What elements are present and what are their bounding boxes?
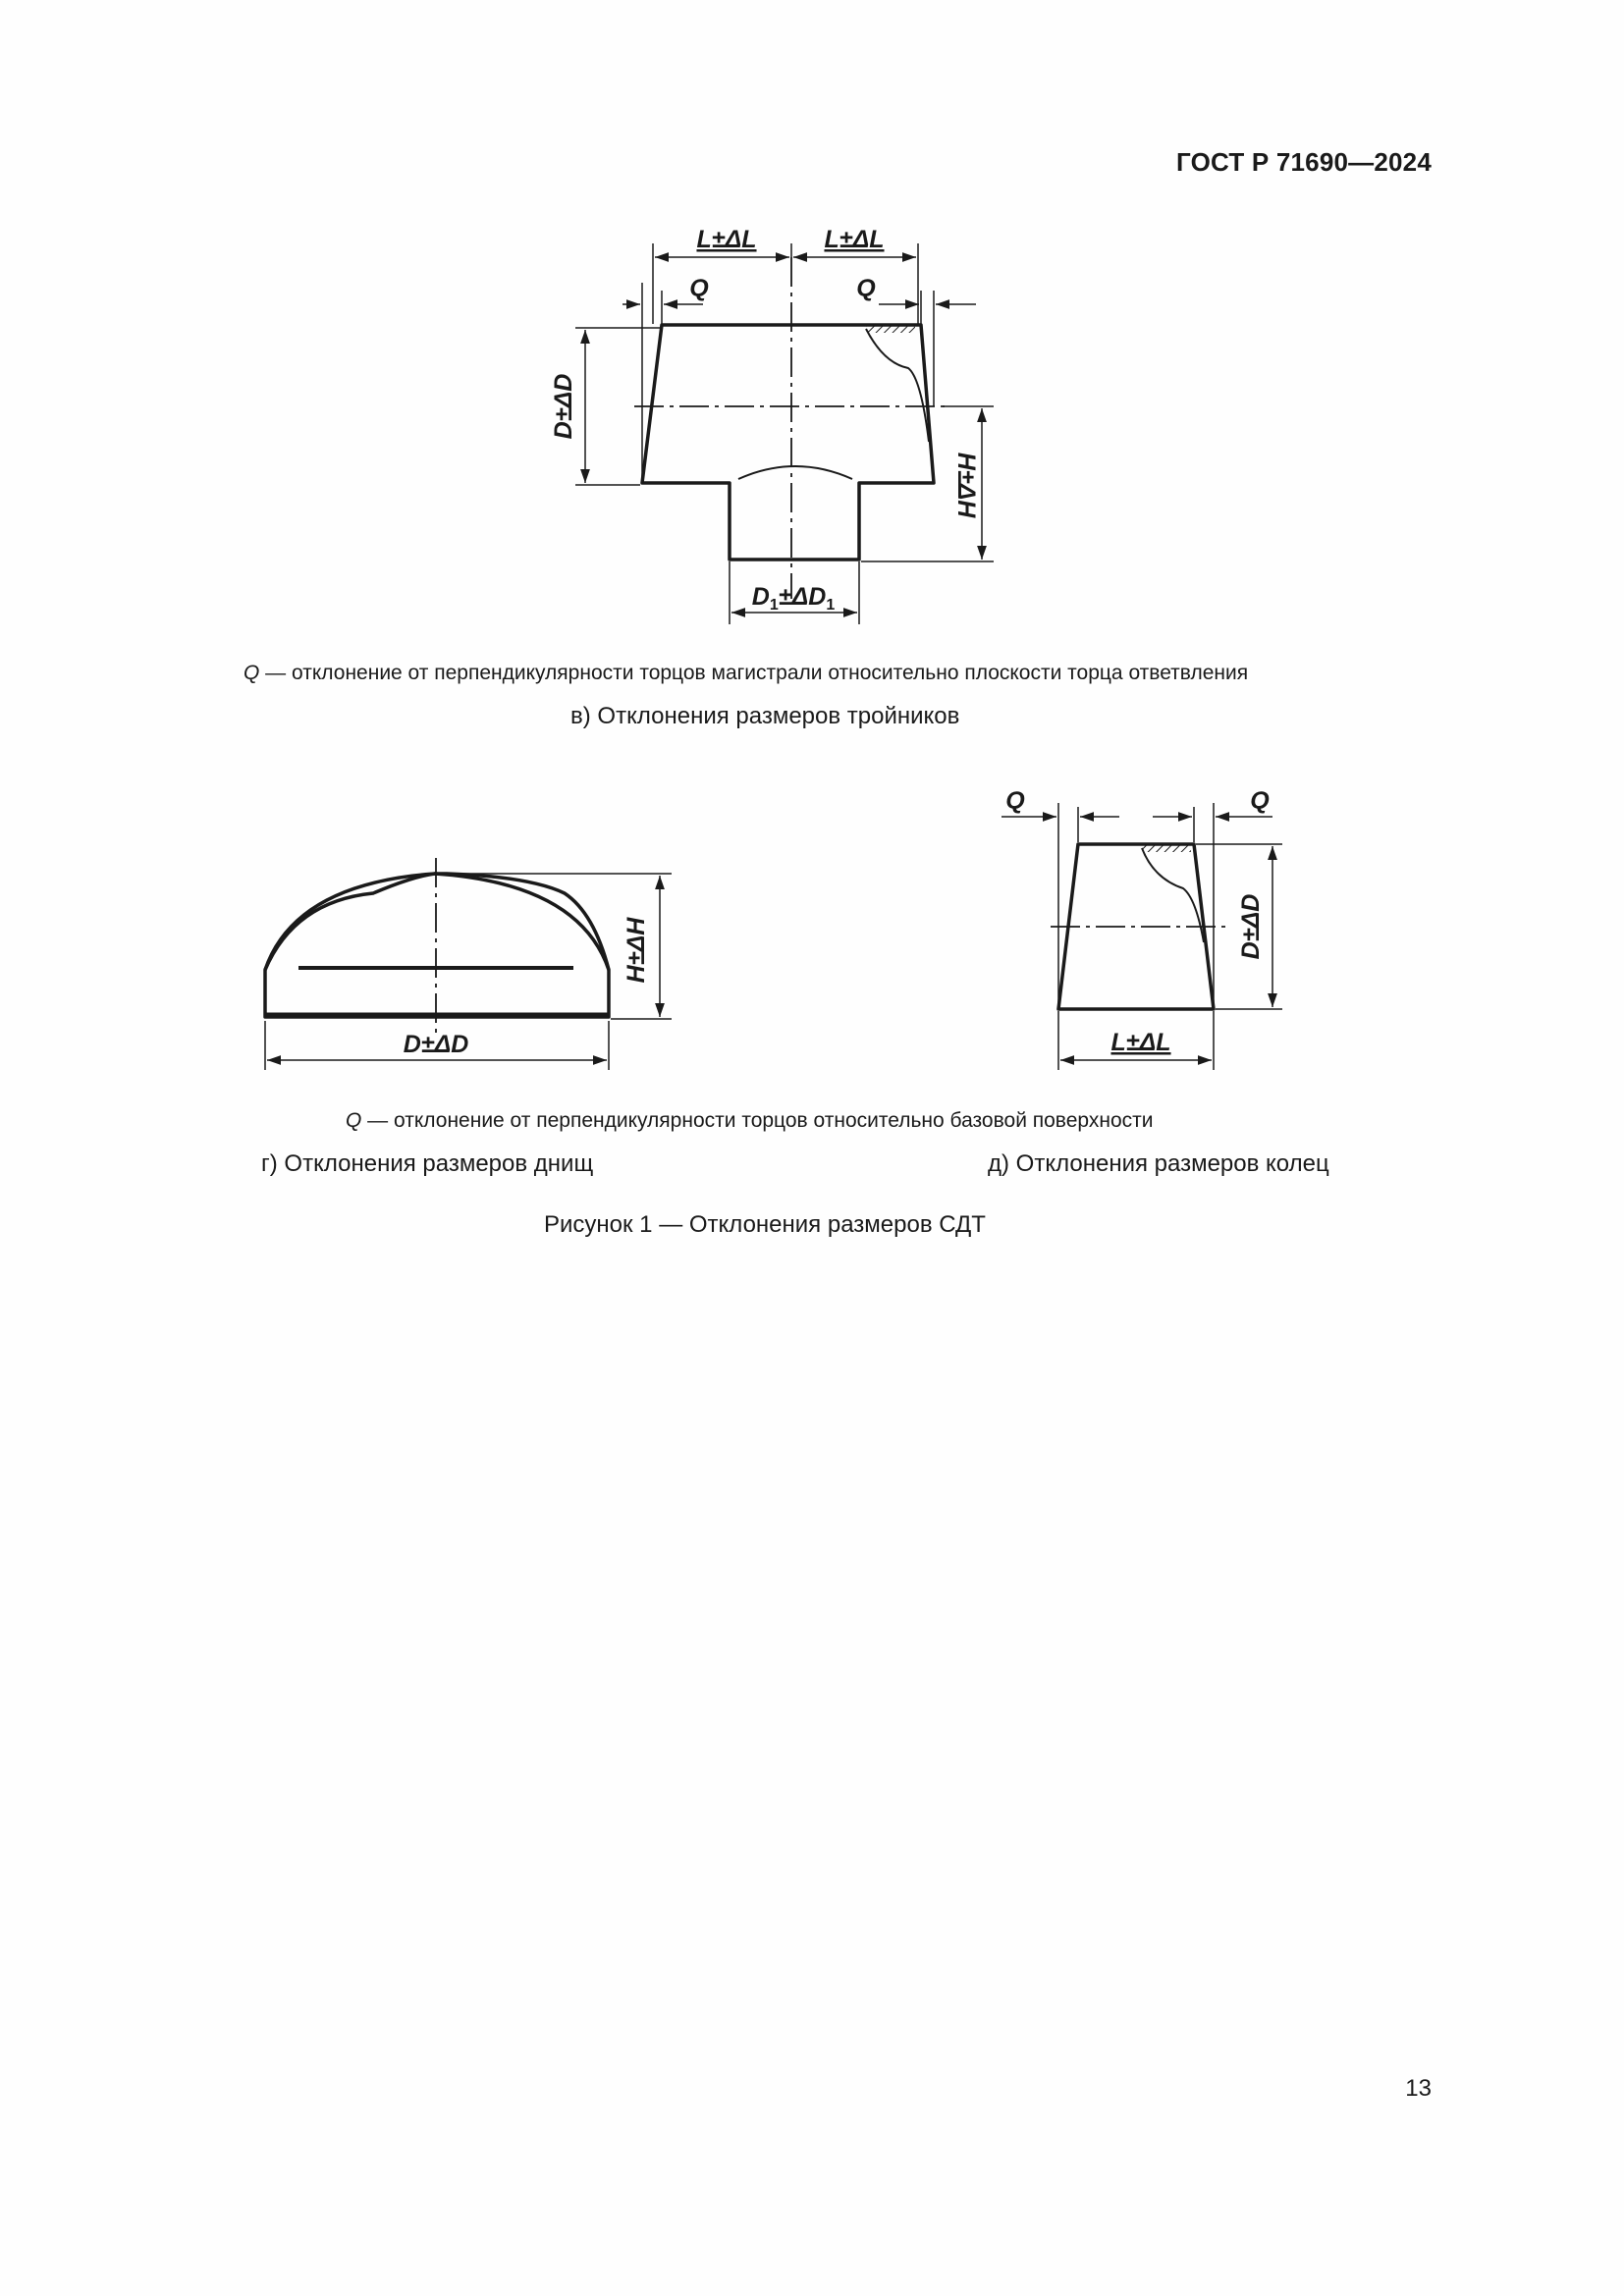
ring-diameter-label: D±ΔD bbox=[1237, 893, 1265, 960]
head-diameter-label: D±ΔD bbox=[403, 1031, 469, 1058]
ring-q-right-label: Q bbox=[1250, 787, 1270, 815]
shared-note-text: — отклонение от перпендикулярности торцов относительно базовой поверхности bbox=[361, 1109, 1154, 1132]
ring-length-label: L±ΔL bbox=[1110, 1029, 1171, 1056]
tee-caption: в) Отклонения размеров тройников bbox=[570, 703, 960, 729]
tee-length-right-label: L±ΔL bbox=[824, 226, 885, 253]
figure-caption: Рисунок 1 — Отклонения размеров СДТ bbox=[544, 1211, 986, 1238]
head-height-label: H±ΔH bbox=[623, 917, 650, 984]
ring-caption: д) Отклонения размеров колец bbox=[988, 1150, 1329, 1177]
tee-branch-d-sub2: 1 bbox=[826, 597, 836, 614]
tee-branch-diameter-label bbox=[752, 583, 836, 614]
head-caption: г) Отклонения размеров днищ bbox=[261, 1150, 594, 1177]
shared-note bbox=[346, 1109, 1153, 1133]
tee-branch-d-main: D bbox=[751, 583, 770, 611]
shared-note-symbol: Q bbox=[346, 1109, 362, 1132]
tee-note-text: — отклонение от перпендикулярности торцов магистрали относительно плоскости торца ответвления bbox=[259, 662, 1249, 684]
tee-length-left-label: L±ΔL bbox=[696, 226, 757, 253]
document-header: ГОСТ Р 71690—2024 bbox=[1176, 147, 1432, 177]
tee-q-left-label: Q bbox=[689, 275, 709, 302]
tee-branch-d-mid: ±ΔD bbox=[778, 583, 827, 611]
page-number: 13 bbox=[1405, 2075, 1432, 2102]
tee-diameter-label: D±ΔD bbox=[550, 373, 577, 440]
ring-q-left-label: Q bbox=[1005, 787, 1025, 815]
tee-branch-d-sub: 1 bbox=[769, 597, 779, 614]
tee-note-symbol: Q bbox=[244, 662, 260, 684]
tee-height-label: H±ΔH bbox=[952, 452, 980, 518]
tee-drawing bbox=[575, 243, 994, 624]
tee-note bbox=[244, 662, 1248, 685]
tee-q-right-label: Q bbox=[856, 275, 876, 302]
